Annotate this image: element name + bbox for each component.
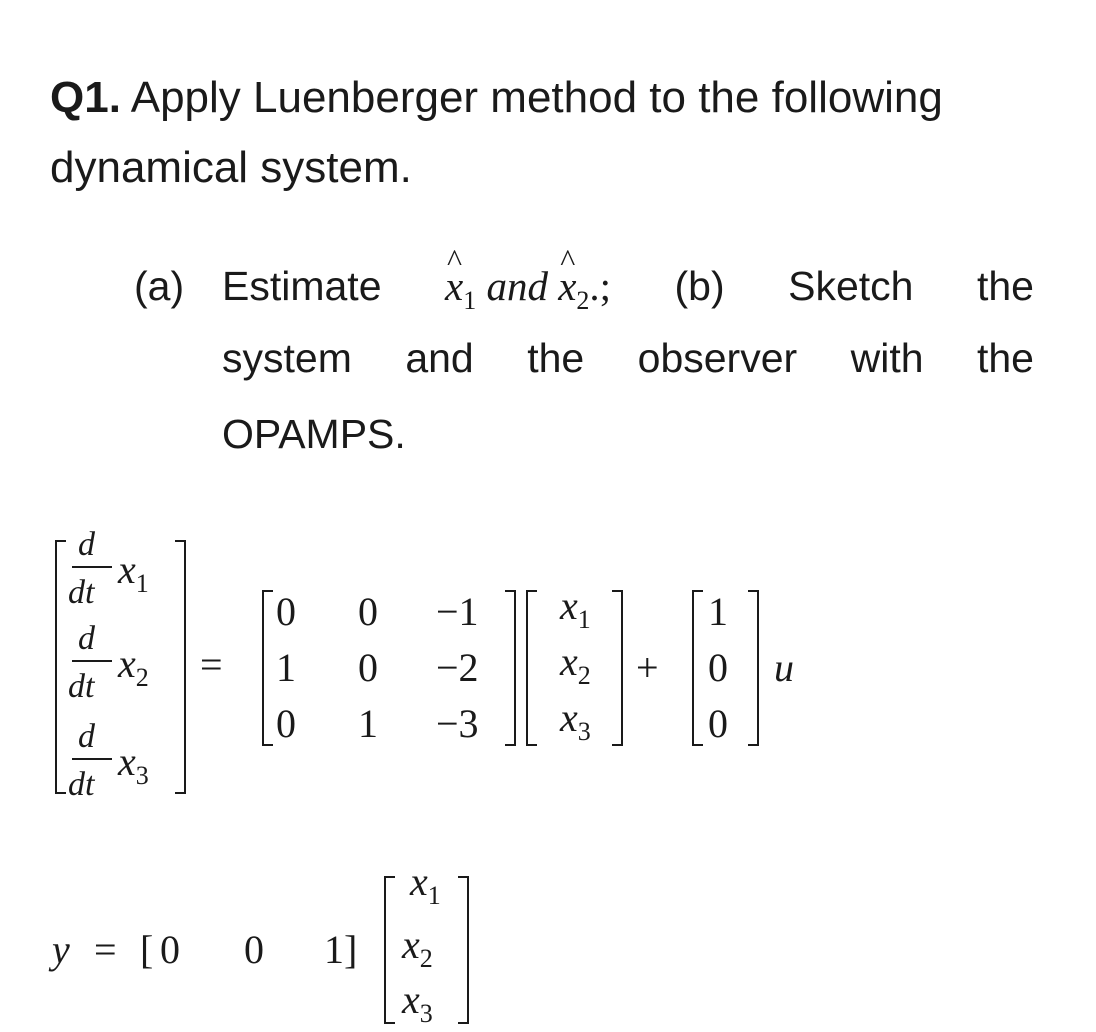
x2-hat: ^ x bbox=[558, 266, 576, 307]
question-text-1: Apply Luenberger method to the following bbox=[130, 73, 943, 122]
c-1: 0 bbox=[160, 927, 180, 972]
matrix-a-bracket-left bbox=[262, 590, 273, 746]
frac-numerator: d bbox=[78, 718, 95, 755]
question-line-1 bbox=[50, 73, 943, 122]
y-x-2: $x_2$ bbox=[402, 922, 433, 974]
x-vec-3: $x_3$ bbox=[560, 695, 591, 747]
plus-sign: + bbox=[636, 645, 659, 690]
word: system bbox=[222, 335, 352, 381]
fraction-bar bbox=[72, 660, 112, 662]
part-a-label: (a) bbox=[134, 263, 185, 309]
a-33: −3 bbox=[436, 701, 479, 746]
lhs-x3: $x_3$ bbox=[118, 739, 149, 791]
x-vector-bracket-right bbox=[612, 590, 623, 746]
y-x-bracket-right bbox=[458, 876, 469, 1024]
x-vec-1: $x_1$ bbox=[560, 583, 591, 635]
part-a-text: Estimate bbox=[222, 263, 382, 309]
lhs-bracket-left bbox=[55, 540, 66, 794]
fraction-bar bbox=[72, 566, 112, 568]
frac-denominator: dt bbox=[68, 668, 95, 705]
frac-denominator: dt bbox=[68, 766, 95, 803]
input-u: u bbox=[774, 645, 794, 690]
a-32: 1 bbox=[358, 701, 378, 746]
a-22: 0 bbox=[358, 645, 378, 690]
a-13: −1 bbox=[436, 589, 479, 634]
part-line-1 bbox=[222, 263, 1034, 316]
y-x-1: $x_1$ bbox=[410, 859, 441, 911]
word: with bbox=[850, 335, 924, 381]
word: and bbox=[405, 335, 474, 381]
a-31: 0 bbox=[276, 701, 296, 746]
c-3: 1 bbox=[324, 927, 344, 972]
b-2: 0 bbox=[708, 645, 728, 690]
y-x-bracket-left bbox=[384, 876, 395, 1024]
question-number: Q1. bbox=[50, 73, 121, 122]
c-bracket-open: [ bbox=[140, 927, 154, 972]
a-11: 0 bbox=[276, 589, 296, 634]
part-line-2 bbox=[222, 335, 1034, 381]
a-21: 1 bbox=[276, 645, 296, 690]
a-23: −2 bbox=[436, 645, 479, 690]
word: the bbox=[976, 335, 1034, 381]
y-x-3: $x_3$ bbox=[402, 977, 433, 1029]
part-line-3: OPAMPS. bbox=[222, 411, 406, 457]
and-word: and bbox=[486, 263, 548, 309]
equals-sign: = bbox=[200, 642, 223, 687]
part-b-word-2: the bbox=[976, 263, 1034, 309]
output-y: y bbox=[52, 927, 70, 972]
question-line-2: dynamical system. bbox=[50, 143, 412, 192]
b-3: 0 bbox=[708, 701, 728, 746]
frac-numerator: d bbox=[78, 620, 95, 657]
c-2: 0 bbox=[244, 927, 264, 972]
x1-hat: ^ x bbox=[445, 266, 463, 307]
word: observer bbox=[637, 335, 798, 381]
x-vector-bracket-left bbox=[526, 590, 537, 746]
x-vec-2: $x_2$ bbox=[560, 639, 591, 691]
c-bracket-close: ] bbox=[344, 927, 358, 972]
frac-numerator: d bbox=[78, 526, 95, 563]
lhs-bracket-right bbox=[175, 540, 186, 794]
part-a-estimates: ^ $x_1$ and ^ $x_2$.; bbox=[445, 266, 611, 314]
lhs-x2: $x_2$ bbox=[118, 641, 149, 693]
matrix-a-bracket-right bbox=[505, 590, 516, 746]
frac-denominator: dt bbox=[68, 574, 95, 611]
a-12: 0 bbox=[358, 589, 378, 634]
equals-sign: = bbox=[94, 927, 117, 972]
word: the bbox=[527, 335, 585, 381]
b-1: 1 bbox=[708, 589, 728, 634]
part-b-label: (b) bbox=[674, 263, 725, 309]
b-vector-bracket-left bbox=[692, 590, 703, 746]
b-vector-bracket-right bbox=[748, 590, 759, 746]
part-b-word-1: Sketch bbox=[788, 263, 914, 309]
fraction-bar bbox=[72, 758, 112, 760]
lhs-x1: $x_1$ bbox=[118, 547, 149, 599]
